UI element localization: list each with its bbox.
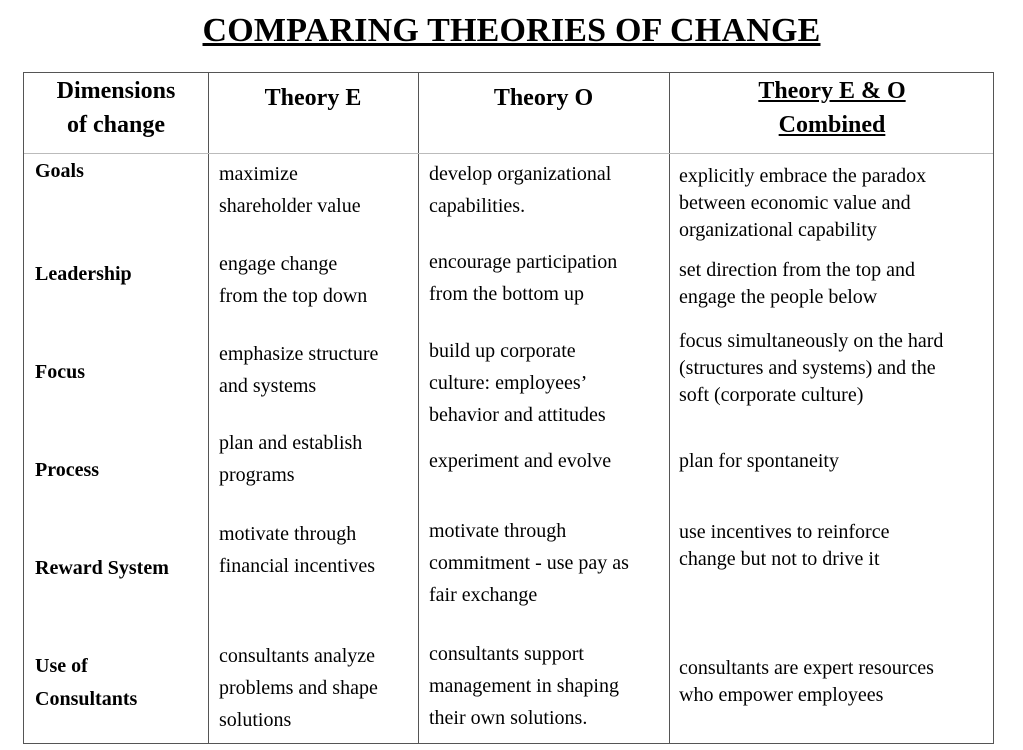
dimension-reward-system (35, 552, 169, 585)
cell-line: focus simultaneously on the hard (679, 330, 944, 352)
cell-line: management in shaping (429, 675, 619, 697)
header-dimensions-line: Dimensions (56, 78, 176, 104)
reward-theory-e (219, 518, 375, 582)
cell-line: who empower employees (679, 684, 884, 706)
cell-line: consultants support (429, 643, 584, 665)
dimension-label: Leadership (35, 263, 132, 285)
dimension-goals (35, 155, 84, 188)
cell-line: commitment - use pay as (429, 552, 629, 574)
cell-line: problems and shape (219, 677, 378, 699)
leadership-theory-o (429, 246, 617, 310)
dimension-label: Process (35, 459, 100, 481)
focus-combined (679, 328, 943, 409)
page-title: COMPARING THEORIES OF CHANGE (202, 12, 821, 49)
cell-line: between economic value and (679, 192, 911, 214)
cell-line: encourage participation (429, 251, 618, 273)
cell-line: experiment and evolve (429, 450, 612, 472)
header-combined-line: Combined (778, 112, 886, 138)
dimension-process (35, 454, 99, 487)
cell-line: behavior and attitudes (429, 404, 606, 426)
cell-line: change but not to drive it (679, 548, 880, 570)
header-theory-e: Theory E (264, 85, 362, 111)
cell-line: programs (219, 464, 295, 486)
cell-line: engage change (219, 253, 338, 275)
cell-line: maximize (219, 163, 298, 185)
dimension-label: Consultants (35, 688, 138, 710)
column-divider (418, 73, 419, 743)
dimension-leadership (35, 258, 132, 291)
cell-line: build up corporate (429, 340, 576, 362)
dimension-focus (35, 356, 85, 389)
cell-line: use incentives to reinforce (679, 521, 890, 543)
consultants-combined (679, 655, 934, 709)
reward-theory-o (429, 515, 629, 611)
cell-line: capabilities. (429, 195, 526, 217)
dimension-label: Reward System (35, 557, 169, 579)
comparison-table (23, 72, 994, 744)
cell-line: develop organizational (429, 163, 612, 185)
cell-line: plan for spontaneity (679, 450, 839, 472)
cell-line: plan and establish (219, 432, 363, 454)
focus-theory-e (219, 338, 378, 402)
cell-line: emphasize structure (219, 343, 379, 365)
cell-line: consultants are expert resources (679, 657, 934, 679)
cell-line: set direction from the top and (679, 259, 916, 281)
goals-theory-e (219, 158, 361, 222)
header-theory-o: Theory O (493, 85, 594, 111)
header-combined (669, 73, 995, 153)
cell-line: culture: employees’ (429, 372, 588, 394)
cell-line: fair exchange (429, 584, 538, 606)
consultants-theory-o (429, 638, 619, 734)
dimension-label: Focus (35, 361, 85, 383)
goals-theory-o (429, 158, 611, 222)
leadership-combined (679, 257, 915, 311)
dimension-label: Goals (35, 160, 84, 182)
consultants-theory-e (219, 640, 378, 736)
process-theory-o (429, 445, 611, 477)
header-dimensions (24, 73, 208, 153)
dimension-use-of-consultants (35, 650, 137, 716)
process-combined (679, 448, 839, 475)
dimension-label: Use of (35, 655, 88, 677)
cell-line: consultants analyze (219, 645, 376, 667)
column-divider (669, 73, 670, 743)
leadership-theory-e (219, 248, 367, 312)
cell-line: explicitly embrace the paradox (679, 165, 927, 187)
process-theory-e (219, 427, 362, 491)
cell-line: engage the people below (679, 286, 878, 308)
cell-line: from the bottom up (429, 283, 584, 305)
goals-combined (679, 163, 926, 244)
cell-line: (structures and systems) and the (679, 357, 936, 379)
cell-line: solutions (219, 709, 292, 731)
cell-line: motivate through (219, 523, 357, 545)
reward-combined (679, 519, 889, 573)
header-divider (24, 153, 993, 154)
cell-line: financial incentives (219, 555, 376, 577)
cell-line: motivate through (429, 520, 567, 542)
cell-line: soft (corporate culture) (679, 384, 864, 406)
cell-line: and systems (219, 375, 317, 397)
focus-theory-o (429, 335, 606, 431)
cell-line: shareholder value (219, 195, 361, 217)
header-combined-line: Theory E & O (758, 78, 906, 104)
cell-line: organizational capability (679, 219, 877, 241)
header-dimensions-line: of change (67, 112, 165, 138)
column-divider (208, 73, 209, 743)
cell-line: their own solutions. (429, 707, 588, 729)
cell-line: from the top down (219, 285, 368, 307)
